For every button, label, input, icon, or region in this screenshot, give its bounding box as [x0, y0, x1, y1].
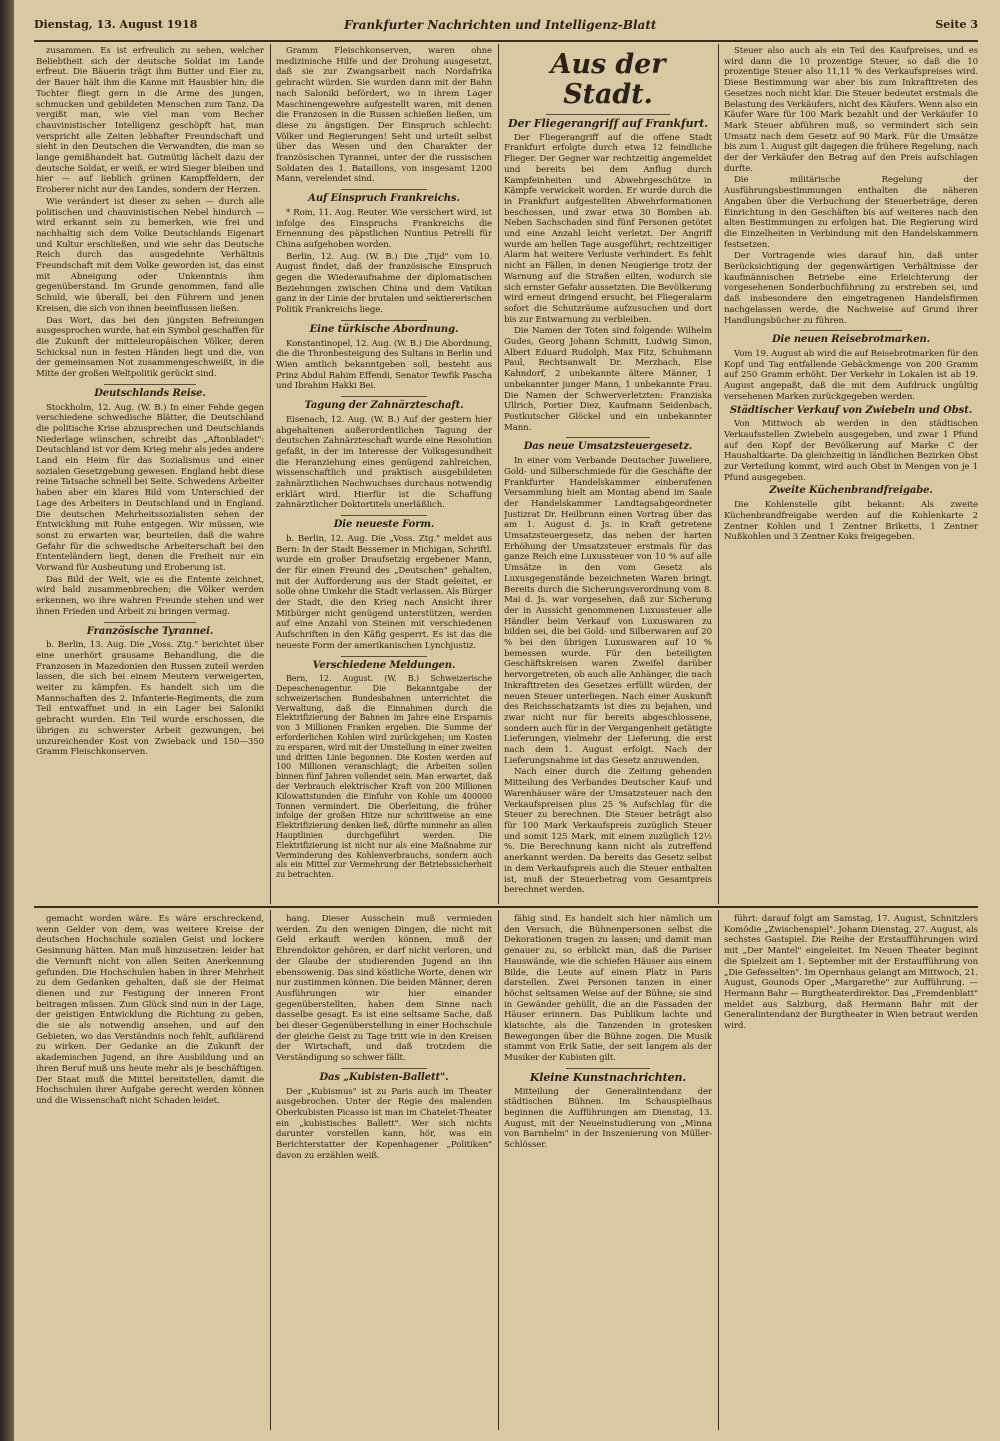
separator: [341, 396, 427, 397]
headline-zahnaerzteschaft: Tagung der Zahnärzteschaft.: [304, 400, 464, 412]
separator: [546, 114, 671, 115]
column-rule: [718, 910, 719, 1430]
section-rule: [34, 906, 978, 908]
separator: [566, 1068, 649, 1069]
paragraph: Berlin, 12. Aug. (W. B.) Die „Tijd" vom 10. August findet, daß der französische Einspruch gegen die Wiederaufnahme der diplomatischen Beziehungen zwischen China und dem Vatikan ganz in der Linie der brutalen und sektiererischen Politik Frankreichs liege.: [276, 251, 492, 316]
paragraph: Das Bild der Welt, wie es die Entente zeichnet, wird bald zusammenbrechen; die Völker werden erkennen, wo ihre wahren Freunde stehen und wer ihnen Frieden und Arbeit zu bringen vermag.: [36, 574, 264, 617]
headline-umsatzsteuergesetz: Das neue Umsatzsteuergesetz.: [523, 441, 693, 453]
headline-einspruch-frankreichs: Auf Einspruch Frankreichs.: [308, 193, 460, 205]
paragraph: hang. Dieser Ausschein muß vermieden werden. Zu den wenigen Dingen, die nicht mit Geld erkauft werden können, muß der Ehrendoktor gehören, er darf nicht verloren, und der Glaube der studierenden Jugend an ihn ebensowenig. Das sind köstliche Worte, denen wir nur zustimmen können. Die beiden Männer, deren Ausführungen wir hier einander gegenüberstellten, haben dem Sinne nach dasselbe gesagt. Es ist eine seltsame Sache, daß bei dieser Gegenüberstellung in einer Hochschule der gleiche Geist zu Tage tritt wie in den Kreisen der Wirtschaft, und daß trotzdem die Verständigung so schwer fällt.: [276, 914, 492, 1064]
paragraph: Der Fliegerangriff auf die offene Stadt Frankfurt erfolgte durch etwa 12 feindliche Flieger. Der Gegner war rechtzeitig angemeldet und bereits bei dem Anflug durch Kampfeinheiten und Abwehrgeschütze in Kämpfe verwickelt worden. Er wurde durch die in Frankfurt aufgestellten Abwehrformationen beschossen, und zwar etwa 30 Bomben ab. Neben Sachschaden sind fünf Personen getötet und eine Anzahl leicht verletzt. Der Angriff wurde am hellen Tage ausgeführt; rechtzeitiger Alarm hat weitere Verluste verhindert. Es fehlt nicht an Fällen, in denen Neugierige trotz der Warnung auf die Straßen eilten, wodurch sie sich ernster Gefahr aussetzten. Die Bevölkerung wird erneut dringend ersucht, bei Fliegeralarm sofort die Schutzräume aufzusuchen und dort bis zur Entwarnung zu verbleiben.: [504, 132, 712, 325]
separator: [566, 437, 649, 438]
paragraph: Bern, 12. August. (W. B.) Schweizerische Depeschenagentur. Die Bekanntgabe der schweizerischen Bundesbahnen unterrichtet die Verwaltung, daß die Einnahmen durch die Elektrifizierung der Bahnen im Jahre eine Ersparnis von 3 Millionen Franken ergeben. Die Summe der erforderlichen Kohlen wird zurückgehen; um Kosten zu ersparen, wird mit der Umstellung in einer zweiten und dritten Linie begonnen. Die Kosten werden auf 100 Millionen veranschlagt; die Arbeiten sollen binnen fünf Jahren vollendet sein. Man erwartet, daß der Verbrauch elektrischer Kraft von 200 Millionen Kilowattstunden die Einfuhr von Kohle um 400000 Tonnen vermindert. Die Oberleitung, die früher infolge der großen Hitze nur schrittweise an eine Elektrifizierung denken ließ, dürfte nunmehr an allen Hauptlinien durchgeführt werden. Die Elektrifizierung ist nicht nur als eine Maßnahme zur Verminderung des Kohlenverbrauchs, sondern auch als ein Mittel zur Vermehrung der Betriebssicherheit zu betrachten.: [276, 674, 492, 880]
feuilleton-column-1: [36, 914, 264, 1430]
feuilleton-column-3: [504, 914, 712, 1430]
paragraph: In einer vom Verbande Deutscher Juweliere, Gold- und Silberschmiede für die Geschäfte der Frankfurter Handelskammer einberufenen Versammlung hielt am Montag abend im Saale der Handelskammer Landtagsabgeordneter Justizrat Dr. Heilbrunn einen Vortrag über das am 1. August d. Js. in Kraft getretene Umsatzsteuergesetz, das neben der harten Erhöhung der Umsatzsteuer erstmals für das ganze Reich eine Luxussteuer von 10 % auf alle Umsätze in den vom Gesetz als Luxusgegenstände bezeichneten Waren bringt. Bereits durch die Sicherungsverordnung vom 8. Mai d. Js. war vorgesehen, daß zur Sicherung der in Aussicht genommenen Luxussteuer alle Händler beim Verkauf von Luxuswaren zu bilden sei, die bei Gold- und Silberwaren auf 20 % bei den übrigen Luxuswaren auf 10 % bemessen wurde. Für den beteiligten Geschäftskreisen waren Zweifel darüber hervorgetreten, ob auch alle Anhänger, die nach Inkrafttreten des Gesetzes erfüllt würden, der neuen Steuer unterliegen. Nach einer Auskunft des Reichsschatzamts ist dies zu bejahen, und zwar nicht nur für bereits abgeschlossene, sondern auch für in der Vergangenheit getätigte Lieferungen, vielmehr der Lieferung, die erst nach dem 1. August erfolgt. Nach der Lieferungsnahme ist das Gesetz anzuwenden.: [504, 456, 712, 766]
headline-deutschlands-reise: Deutschlands Reise.: [94, 387, 206, 399]
paragraph: b. Berlin, 12. Aug. Die „Voss. Ztg." meldet aus Bern: In der Stadt Bessemer in Michigan, Schriftl. wurde ein großer Draufsetzig ergebener Mann, der für einen Freund des „Deutschen" gehalten, mit der Aufforderung aus der Stadt geleitet, er solle ohne Umkehr die Stadt verlassen. Als Bürger der Stadt, die den Krieg nach Ansicht ihrer Mitbürger nicht genügend unterstützen, werden auf eine Anzahl von Steinen mit verschiedenen Aufschriften in den Käfig gesperrt. Es ist das die neueste Form der amerikanischen Lynchjustiz.: [276, 533, 492, 651]
separator: [341, 656, 427, 657]
headline-tuerkische-abordnung: Eine türkische Abordnung.: [309, 323, 459, 335]
feuilleton-column-4: [724, 914, 978, 1430]
paragraph: Der „Kubismus" ist zu Paris auch im Theater ausgebrochen. Unter der Regie des malenden Oberkubisten Picasso ist man im Chatelet-Theater ein „kubistisches Ballett". Wer sich nichts darunter vorstellen kann, hör, was ein Berichterstatter der Kopenhagener „Politiken" davon zu erzählen weiß.: [276, 1086, 492, 1161]
paragraph: Die Kohlenstelle gibt bekannt: Als zweite Küchenbrandfreigabe werden auf die Kohlenkarte 2 Zentner Kohlen und 1 Zentner Briketts, 1 Zentner Nußkohlen und 3 Zentner Koks freigegeben.: [724, 500, 978, 543]
feuilleton-column-2: [276, 914, 492, 1430]
column-rule: [270, 910, 271, 1430]
headline-fliegerangriff: Der Fliegerangriff auf Frankfurt.: [508, 117, 708, 130]
headline-neueste-form: Die neueste Form.: [333, 519, 435, 531]
page-header: [34, 16, 978, 38]
paragraph: Nach einer durch die Zeitung gehenden Mitteilung des Verbandes Deutscher Kauf- und Warenhäuser wäre der Umsatzsteuer nach den Verkaufspreisen plus 25 % Aufschlag für die Steuer zu berechnen. Die Steuer beträgt also für 100 Mark Verkaufspreis zuzüglich Steuer und somit 125 Mark, mit einem zuzüglich 12½ %. Die Berechnung kann nicht als zutreffend anerkannt werden. Da bereits das Gesetz selbst in dem Verkaufspreis auch die Steuer enthalten ist, muß der Steuerbetrag vom Gesamtpreis berechnet werden.: [504, 767, 712, 896]
separator: [341, 320, 427, 321]
paragraph: Gramm Fleischkonserven, waren ohne medizinische Hilfe und der Drohung ausgesetzt, daß sie zur Zwangsarbeit nach Nordafrika gebracht würden. Sie wurden dann mit der Bahn nach Saloniki befördert, wo in ihrem Lager Maschinengewehre aufgestellt waren, mit denen die Franzosen in die Russen schießen ließen, um diese zu ängstigen. Der Einspruch schlecht: Völker und Regierungen! Seht und urteilt selbst über das Wesen und den Charakter der französischen Tyrannei, unter der die russischen Soldaten des 1. Bataillons, von insgesamt 1200 Mann, verelendet sind.: [276, 46, 492, 185]
separator: [341, 515, 427, 516]
article-column-4: [724, 46, 978, 904]
headline-kubisten-ballett: Das „Kubisten-Ballett".: [319, 1071, 449, 1083]
paragraph: gemacht worden wäre. Es wäre erschreckend, wenn Gelder von dem, was weitere Kreise der deutschen Hochschule sozialen Geist und lockere Gesinnung hätten. Man muß hinzusetzen: leider hat die Vernunft nicht von allen Seiten Anerkennung gefunden. Die Hochschulen haben in ihrer Mehrheit zu dem Gedanken gehalten, daß sie der Heimat dienen und zur Festigung der inneren Front beitragen müssen. Zum Glück sind nun in der Lage, der geistigen Entwicklung die Richtung zu geben, die sie als notwendig ansehen, und auf den Gebieten, wo das Verständnis noch fehlt, aufklärend zu wirken. Der Gedanke an die Zukunft der akademischen Jugend, an ihre Ausbildung und an ihren Beruf muß uns heute mehr als je beschäftigen. Der Staat muß die Mittel bereitstellen, damit die Hochschulen ihrer Aufgabe gerecht werden können und die Wissenschaft nicht Schaden leidet.: [36, 914, 264, 1106]
headline-reisebrotmarken: Die neuen Reisebrotmarken.: [771, 334, 931, 346]
headline-verschiedene-meldungen: Verschiedene Meldungen.: [312, 659, 456, 671]
article-column-2: [276, 46, 492, 904]
article-column-1: [36, 46, 264, 904]
column-rule: [718, 44, 719, 904]
newspaper-page: [14, 0, 1000, 1441]
paragraph: fähig sind. Es handelt sich hier nämlich um den Versuch, die Bühnenpersonen selbst die Dekorationen tragen zu lassen; und damit man genauer zu, so erblickt man, daß die Pariser Hauswände, wie die schiefen Häuser aus einem Bilde, die Leute auf einem Platz in Paris darstellen. Zwei Personen tanzen in einer höchst seltsamen Weise auf der Bühne; sie sind in Gewänder gehüllt, die an die Fassaden der Häuser erinnern. Das Publikum lachte und klatschte, als die Tanzenden in grotesken Bewegungen über die Bühne zogen. Die Musik stammt von Erik Satie, der seit langem als der Musiker der Kubisten gilt.: [504, 914, 712, 1064]
separator: [800, 330, 902, 331]
paragraph: b. Berlin, 13. Aug. Die „Voss. Ztg." berichtet über eine unerhört grausame Behandlung, die die Franzosen in Mazedonien den Russen zuteil werden lassen, die sich bei einem Meutern verweigerten, weiter zu kämpfen. Es handelt sich um die Mannschaften des 2. Infanterie-Regiments, die zum Teil entwaffnet und in ein Lager bei Saloniki gebracht wurden. Ein Teil wurde erschossen, die übrigen zu schwerster Arbeit gezwungen, bei unzureichender Kost von Zwieback und 150—350 Gramm Fleischkonserven.: [36, 640, 264, 758]
paragraph: Die Namen der Toten sind folgende: Wilhelm Gudes, Georg Johann Schmitt, Ludwig Simon, Albert Eduard Rudolph, Max Fitz, Schuhmann Paul, Rechtsanwalt Dr. Merzbach, Else Kahndorf, 2 unbekannte ältere Männer, 1 unbekannter junger Mann, 1 unbekannte Frau. Die Namen der Schwerverletzten: Franziska Ullrich, Portier Diez, Kaufmann Seidenbach, Postkutscher Glöckel und ein unbekannter Mann.: [504, 326, 712, 433]
paragraph: Eisenach, 12. Aug. (W. B.) Auf der gestern hier abgehaltenen außerordentlichen Tagung der deutschen Zahnärzteschaft wurde eine Resolution gefaßt, in der im Interesse der Volksgesundheit die Heranziehung eines genügend zahlreichen, wissenschaftlich und praktisch ausgebildeten zahnärztlichen Nachwuchses durchaus notwendig erklärt wird. Hierfür ist die Schaffung zahnärztlicher Doktortitels unerläßlich.: [276, 414, 492, 511]
headline-kunstnachrichten: Kleine Kunstnachrichten.: [529, 1070, 687, 1084]
column-rule: [498, 44, 499, 904]
adjacent-page-edge: [14, 40, 26, 1440]
header-masthead: Frankfurter Nachrichten und Intelligenz-Blatt: [344, 18, 657, 32]
paragraph: Der Vortragende wies darauf hin, daß unter Berücksichtigung der gegenwärtigen Verhältnisse der kaufmännischen Betriebe eine Erleichterung der vorgesehenen Sonderbuchführung zu erstreben sei, und daß insbesondere den eingetragenen Handelsfirmen nachgelassen werde, die Nachweise auf Grund ihrer Handlungsbücher zu führen.: [724, 251, 978, 326]
headline-kuechenbrand: Zweite Küchenbrandfreigabe.: [769, 485, 933, 497]
separator: [104, 384, 195, 385]
paragraph: Wie verändert ist dieser zu sehen — durch alle politischen und chauvinistischen Nebel hindurch — wird erkannt sein zu bemerken, wie frei und nachhaltig sich dem Volke Deutschlands Eigenart und Kultur erschließen, und wie sehr das Deutsche Reich durch das ausgedehnte Verhältnis Freundschaft mit dem Volke geworden ist, das einst mit Abneigung oder Unkenntnis ihm gegenüberstand. Im Grunde genommen, fand alle Schuld, wie überall, bei den Führern und jenen Kreisen, die sich von ihnen beeinflussen ließen.: [36, 196, 264, 314]
separator: [341, 1068, 427, 1069]
paragraph: Stockholm, 12. Aug. (W. B.) In einer Fehde gegen verschiedene schwedische Blätter, die Deutschland die politische Krise abzusprechen und Deutschlands Niederlage wünschen, schreibt das „Aftonbladet": Deutschland ist vor dem Krieg mehr als jedes andere Land ein Heim für das Sozialismus und einer sozialen Gesetzgebung gewesen. England hebt diese reine Tatsache schnell bei Seite. Schwedens Arbeiter haben aber ein klares Bild vom Unterschied der Lage des Arbeiters in Deutschland und in England. Die deutschen Mehrheitssozialisten sehen der Entwicklung mit Ruhe entgegen. Wir müssen, wie sonst zu erwarten war, beurteilen, daß die wahre Gefahr für die schwedische Arbeiterschaft bei den Ententeländern liegt, denen die Freiheit nur ein Vorwand für Ausbeutung und Eroberung ist.: [36, 402, 264, 574]
paragraph: Vom 19. August ab wird die auf Reisebrotmarken für den Kopf und Tag entfallende Gebäckmenge von 200 Gramm auf 250 Gramm erhöht. Der Verkehr in Lokalen ist ab 19. August angepaßt, daß die mit dem Aufdruck ungültig versehenen Marken zurückgegeben werden.: [724, 348, 978, 402]
paragraph: Steuer also auch als ein Teil des Kaufpreises, und es wird dann die 10 prozentige Steuer, so daß die 10 prozentige Steuer also 11,11 % des Verkaufspreises wird. Diese Bestimmung war aber bis zum Inkrafttreten des Gesetzes noch nicht klar. Die Steuer bedeutet erstmals die Belastung des Verkäufers, nicht des Käufers. Wenn also ein Käufer Ware für 100 Mark bezahlt und der Verkäufer 10 Mark Steuer abführen muß, so vermindert sich sein Umsatz nach dem Gesetz auf 90 Mark. Für die Umsätze bis zum 1. August gilt dagegen die frühere Regelung, nach der der Verkäufer den Betrag auf den Preis aufschlagen durfte.: [724, 46, 978, 174]
header-rule: [34, 40, 978, 42]
paragraph: Konstantinopel, 12. Aug. (W. B.) Die Abordnung, die die Thronbesteigung des Sultans in Berlin und Wien amtlich bekanntgeben soll, besteht aus Prinz Abdul Rahim Effendi, Senator Tewfik Pascha und Ibrahim Hakki Bei.: [276, 338, 492, 392]
article-column-3: [504, 46, 712, 904]
section-title-aus-der-stadt: Aus der Stadt.: [550, 49, 666, 110]
column-rule: [270, 44, 271, 904]
paragraph: * Rom, 11. Aug. Reuter. Wie versichert wird, ist infolge des Einspruchs Frankreichs die Ernennung des päpstlichen Nuntius Petrelli für China aufgehoben worden.: [276, 207, 492, 250]
paragraph: zusammen. Es ist erfreulich zu sehen, welcher Beliebtheit sich der deutsche Soldat im Lande erfreut. Die Bäuerin trägt ihm Butter und Eier zu, der Bauer hält ihm die Kanne mit Hausbier hin; die Tochter fliegt gern in die Arme des jungen, schmucken und gebildeten Menschen zum Tanz. Da vergißt man, wie viel man vom Becher chauvinistischer Intelligenz geschöpft hat, man verspricht alle Zeiten lebhafter Freundschaft und sieht in den Deutschen die Verwandten, die man so lange gemißhandelt hat. Gutmütig lächelt dazu der deutsche Soldat, er weiß, er wird Sieger bleiben und hier — auf lieblich grünen Kampffeldern, der Eroberer nicht nur des Landes, sondern der Herzen.: [36, 46, 264, 196]
separator: [341, 189, 427, 190]
header-page-number: Seite 3: [935, 18, 978, 31]
paragraph: Von Mittwoch ab werden in den städtischen Verkaufsstellen Zwiebeln ausgegeben, und zwar 1 Pfund auf den Kopf der Bevölkerung auf Marke C der Haushaltkarte. Da gleichzeitig in ländlichen Bezirken Obst zur Verteilung kommt, wird auch Obst in Mengen von je 1 Pfund ausgegeben.: [724, 419, 978, 483]
headline-zwiebeln-obst: Städtischer Verkauf von Zwiebeln und Obst.: [729, 404, 973, 416]
header-date: Dienstag, 13. August 1918: [34, 18, 198, 31]
paragraph: Mitteilung der Generalintendanz der städtischen Bühnen. Im Schauspielhaus beginnen die Aufführungen am Dienstag, 13. August, mit der Neueinstudierung von „Minna von Barnhelm" in der Inszenierung von Müller-Schlösser.: [504, 1086, 712, 1151]
headline-franzoesische-tyrannei: Französische Tyrannei.: [86, 625, 214, 637]
page-binding: [0, 0, 14, 1441]
paragraph: führt: darauf folgt am Samstag, 17. August, Schnitzlers Komödie „Zwischenspiel". Johann Dienstag, 27. August, als sechstes Gastspiel. Die Reihe der Erstaufführungen wird mit „Der Mantel" eingeleitet. Im Neuen Theater beginnt die Spielzeit am 1. September mit der Erstaufführung von „Die Gefesselten". Im Opernhaus gelangt am Mittwoch, 21. August, Gounods Oper „Margarethe" zur Aufführung. — Hermann Bahr — Burgtheaterdirektor. Das „Fremdenblatt" meldet aus Salzburg, daß Hermann Bahr mit der Generalintendanz der Burgtheater in Wien betraut werden wird.: [724, 914, 978, 1032]
paragraph: Das Wort, das bei den jüngsten Befreiungen ausgesprochen wurde, hat ein Symbol geschaffen für die Zukunft der mitteleuropäischen Völker, deren Schicksal nun in festen Händen liegt und die, von der gemeinsamen Not zusammengeschweißt, in die Mitte der großen Weltpolitik gerückt sind.: [36, 315, 264, 380]
paragraph: Die militärische Regelung der Ausführungsbestimmungen enthalten die näheren Angaben über die Verbuchung der Steuerbeträge, deren Einrichtung in den Geschäften bis auf weiteres nach den alten Bestimmungen zu erfolgen hat. Die Regierung wird die Einzelheiten in Verbindung mit den Handelskammern festsetzen.: [724, 175, 978, 250]
column-rule: [498, 910, 499, 1430]
separator: [104, 622, 195, 623]
